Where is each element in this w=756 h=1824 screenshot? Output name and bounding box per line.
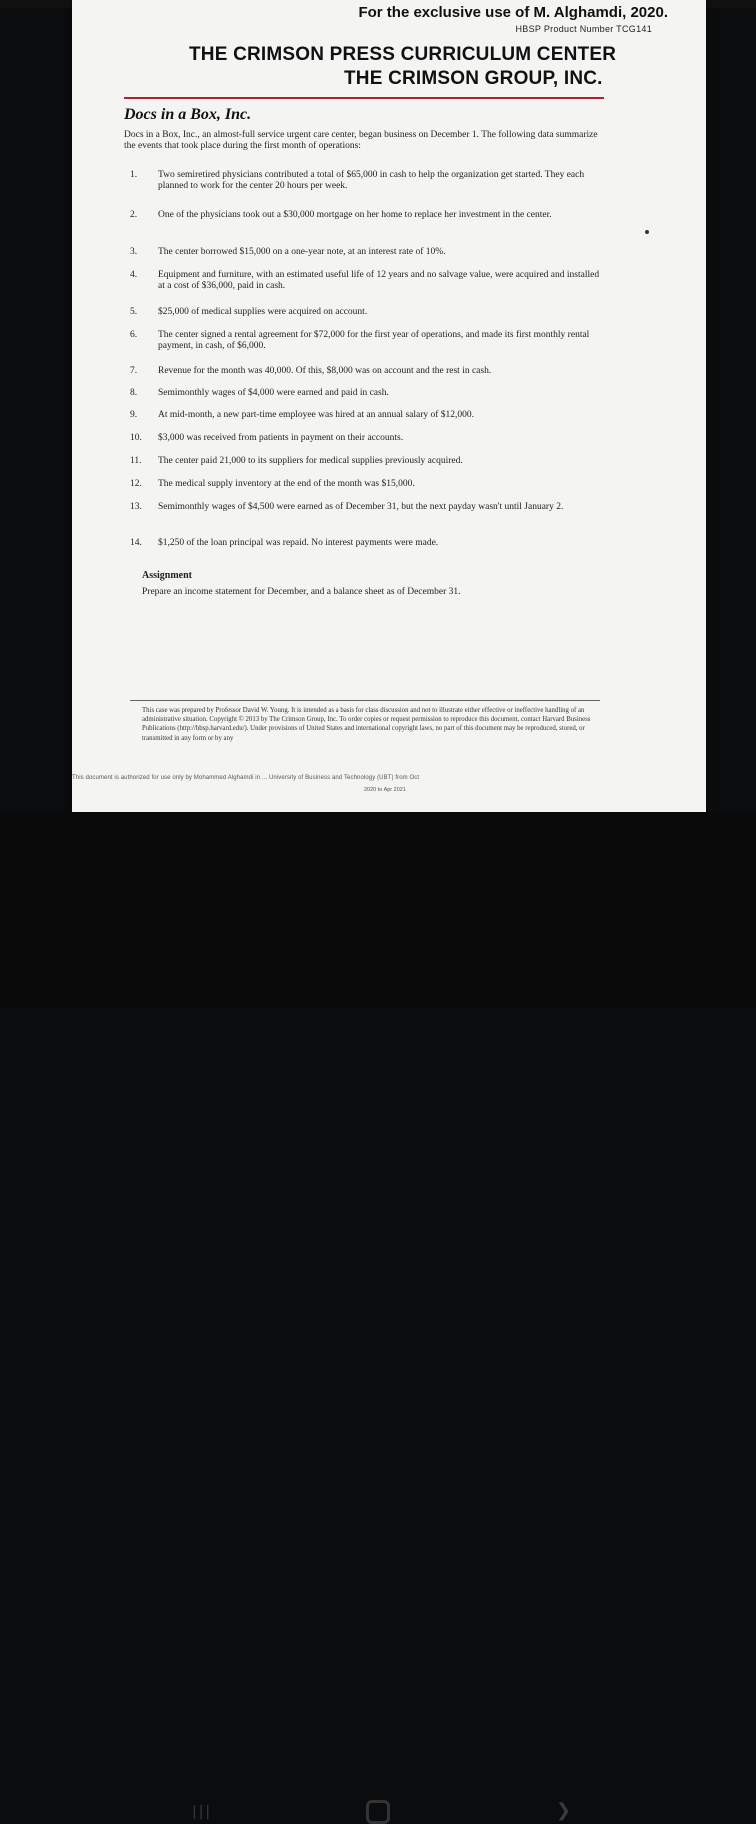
item-text: Equipment and furniture, with an estimated useful life of 12 years and no salvage value, were acquired and installed at a cost of $36,000, paid in cash.: [158, 270, 600, 291]
item-text: $1,250 of the loan principal was repaid. No interest payments were made.: [158, 538, 439, 548]
recents-icon[interactable]: |||: [192, 1804, 213, 1820]
item-number: 9.: [130, 410, 138, 420]
authorization-line: This document is authorized for use only by Mohammed Alghamdi in ... University of Business and Technology (UBT) from Oct: [72, 775, 420, 781]
item-number: 5.: [130, 307, 138, 317]
phone-bottom-bezel: [0, 812, 756, 1821]
item-text: Two semiretired physicians contributed a total of $65,000 in cash to help the organization get started. They each planned to work for the center 20 hours per week.: [158, 170, 585, 191]
item-number: 11.: [130, 456, 142, 466]
item-text: Semimonthly wages of $4,500 were earned as of December 31, but the next payday wasn't until January 2.: [158, 502, 564, 512]
item-text: The center paid 21,000 to its suppliers for medical supplies previously acquired.: [158, 456, 463, 466]
item-text: One of the physicians took out a $30,000 mortgage on her home to replace her investment in the center.: [158, 210, 552, 220]
item-text: $3,000 was received from patients in payment on their accounts.: [158, 433, 404, 443]
item-text: The center signed a rental agreement for $72,000 for the first year of operations, and made its first monthly rental payment, in cash, of $6,000.: [158, 330, 590, 351]
item-number: 1.: [130, 170, 138, 180]
publisher-center-name: THE CRIMSON PRESS CURRICULUM CENTER: [189, 44, 617, 65]
back-icon[interactable]: ❯: [556, 1800, 572, 1821]
publisher-group-name: THE CRIMSON GROUP, INC.: [344, 68, 603, 89]
assignment-heading: Assignment: [142, 570, 193, 581]
item-text: $25,000 of medical supplies were acquired on account.: [158, 307, 368, 317]
item-number: 8.: [130, 388, 138, 398]
item-number: 4.: [130, 270, 138, 280]
stray-mark: [645, 230, 649, 234]
item-text: Revenue for the month was 40,000. Of this, $8,000 was on account and the rest in cash.: [158, 366, 492, 376]
item-number: 10.: [130, 433, 142, 443]
item-text: The center borrowed $15,000 on a one-year note, at an interest rate of 10%.: [158, 247, 446, 257]
item-number: 12.: [130, 479, 142, 489]
document-page: [72, 0, 706, 812]
item-number: 13.: [130, 502, 142, 512]
item-text: Semimonthly wages of $4,000 were earned and paid in cash.: [158, 388, 389, 398]
case-title: Docs in a Box, Inc.: [124, 106, 252, 123]
item-number: 14.: [130, 538, 142, 548]
header-divider: [124, 97, 604, 99]
copyright-footer: This case was prepared by Professor David W. Young. It is intended as a basis for class discussion and not to illustrate either effective or ineffective handling of an administrative situation. Copyright © 2013 by The Crimson Group, Inc. To order copies or request permission to reproduce this document, contact Harvard Business Publications (http://hbsp.harvard.edu/). Under provisions of United States and international copyright laws, no part of this document may be reproduced, stored, or transmitted in any form or by any: [142, 707, 591, 742]
item-number: 6.: [130, 330, 138, 340]
case-intro: Docs in a Box, Inc., an almost-full service urgent care center, began business on December 1. The following data summarize the events that took place during the first month of operations:: [124, 130, 598, 151]
item-text: The medical supply inventory at the end of the month was $15,000.: [158, 479, 415, 489]
usage-watermark: For the exclusive use of M. Alghamdi, 2020.: [358, 4, 668, 21]
item-number: 7.: [130, 366, 138, 376]
authorization-date: 2020 to Apr 2021: [364, 787, 406, 793]
item-number: 3.: [130, 247, 138, 257]
product-number: HBSP Product Number TCG141: [515, 24, 652, 34]
item-text: At mid-month, a new part-time employee was hired at an annual salary of $12,000.: [158, 410, 475, 420]
item-number: 2.: [130, 210, 138, 220]
footer-divider: [130, 700, 600, 701]
home-icon[interactable]: [366, 1800, 390, 1824]
assignment-text: Prepare an income statement for December, and a balance sheet as of December 31.: [142, 587, 461, 597]
